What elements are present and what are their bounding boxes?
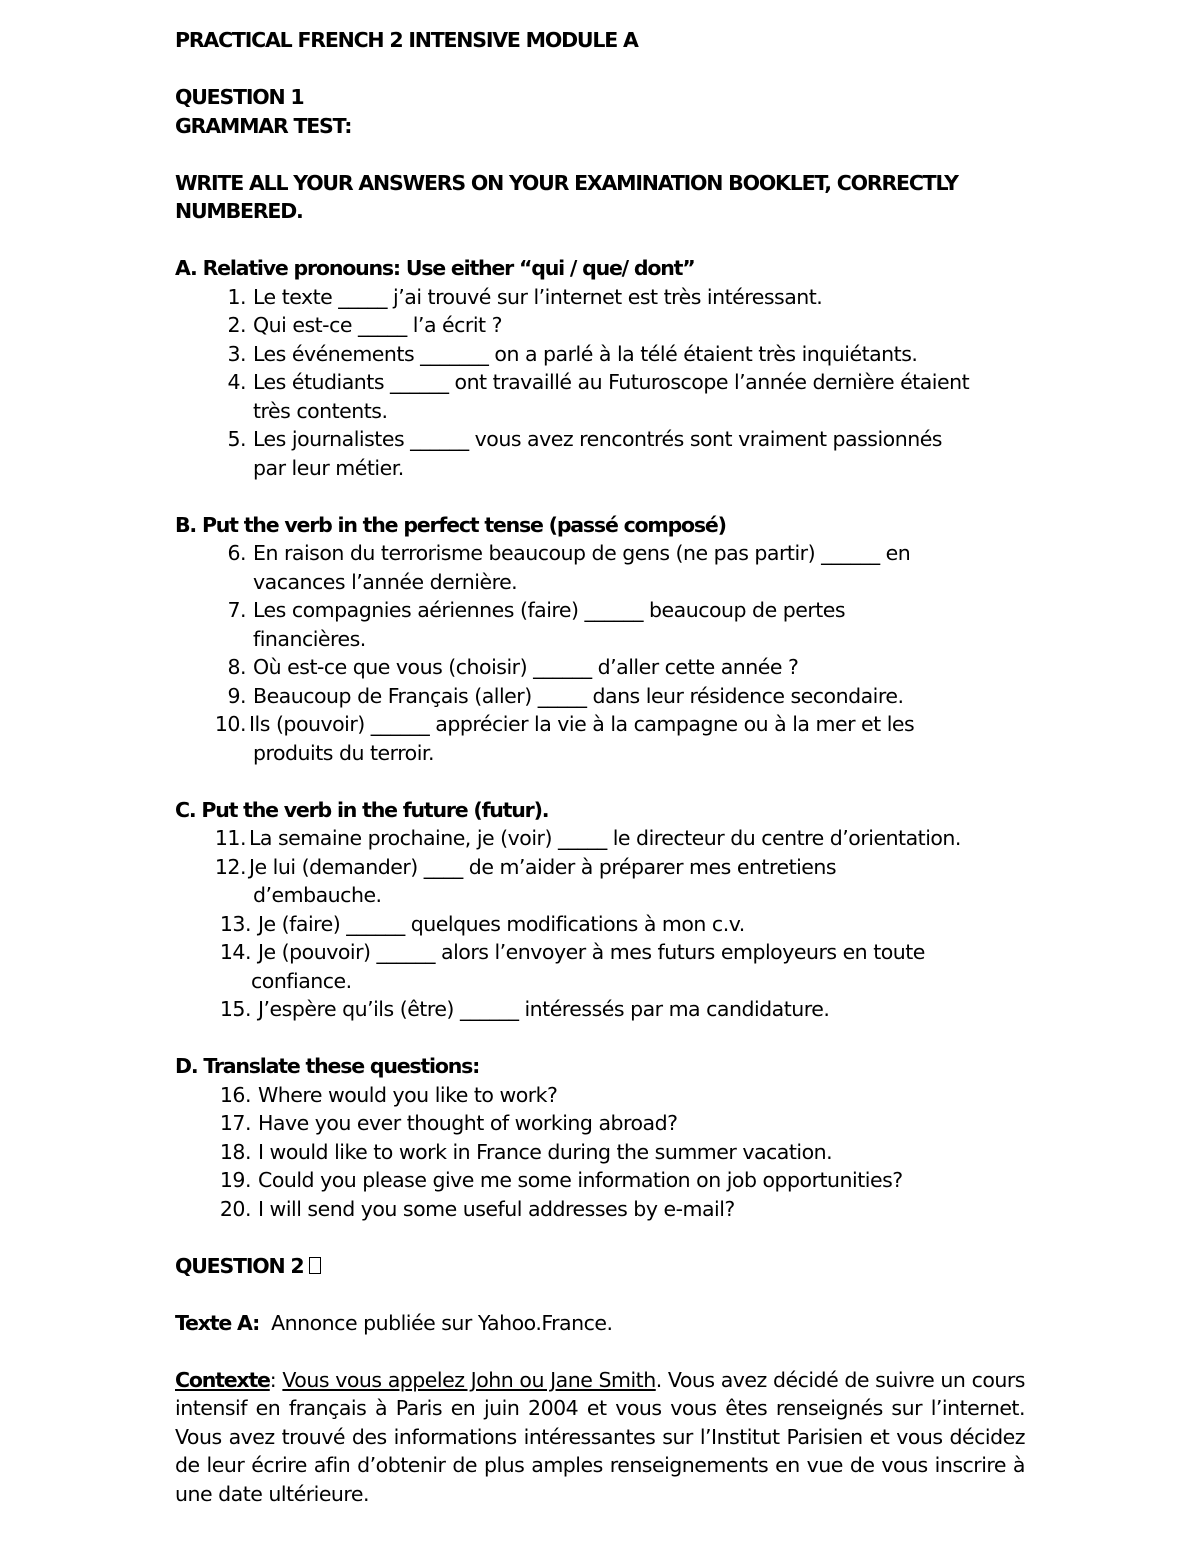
list-item bbox=[175, 824, 1025, 853]
item-line: Les étudiants ______ ont travaillé au Futuroscope l’année dernière étaient bbox=[253, 370, 970, 394]
list-item bbox=[175, 368, 1025, 425]
item-line: Beaucoup de Français (aller) _____ dans leur résidence secondaire. bbox=[253, 683, 904, 708]
item-line: Je lui (demander) ____ de m’aider à préparer mes entretiens bbox=[249, 854, 837, 879]
item-line: Les événements _______ on a parlé à la télé étaient très inquiétants. bbox=[253, 341, 918, 366]
item-line: d’embauche. bbox=[253, 883, 382, 907]
list-item bbox=[175, 539, 1025, 596]
checkbox-glyph-icon bbox=[309, 1257, 321, 1274]
section-a-heading: A. Relative pronouns: Use either “qui / que/ dont” bbox=[175, 256, 695, 280]
item-line: La semaine prochaine, je (voir) _____ le directeur du centre d’orientation. bbox=[249, 826, 961, 850]
item-line: Je (faire) ______ quelques modifications à mon c.v. bbox=[258, 911, 745, 936]
item-number: 2. bbox=[227, 313, 246, 337]
item-text bbox=[246, 311, 1025, 340]
item-text: Where would you like to work? bbox=[258, 1082, 558, 1107]
exam-page bbox=[175, 26, 1025, 1508]
item-line: Les compagnies aériennes (faire) ______ beaucoup de pertes bbox=[253, 598, 846, 622]
item-text bbox=[246, 539, 1025, 596]
list-item bbox=[175, 425, 1025, 482]
item-line: vacances l’année dernière. bbox=[253, 569, 518, 594]
item-text bbox=[246, 368, 1025, 425]
item-number: 19. bbox=[219, 1168, 251, 1192]
item-text bbox=[251, 938, 1025, 995]
item-text bbox=[246, 682, 1025, 711]
instruction-line-1: WRITE ALL YOUR ANSWERS ON YOUR EXAMINATION BOOKLET, CORRECTLY bbox=[175, 170, 958, 195]
item-line: par leur métier. bbox=[253, 455, 404, 480]
section-c-list bbox=[175, 824, 1025, 1024]
item-text bbox=[251, 995, 1025, 1024]
question-2-heading: QUESTION 2 bbox=[175, 1253, 304, 1278]
item-text: Have you ever thought of working abroad? bbox=[258, 1111, 678, 1135]
item-line: Où est-ce que vous (choisir) ______ d’aller cette année ? bbox=[253, 655, 799, 679]
item-text: I will send you some useful addresses by e-mail? bbox=[258, 1196, 735, 1221]
texte-a-value: Annonce publiée sur Yahoo.France. bbox=[271, 1310, 613, 1335]
item-text bbox=[251, 910, 1025, 939]
list-item bbox=[175, 1081, 1025, 1110]
item-text bbox=[246, 596, 1025, 653]
item-number: 8. bbox=[227, 655, 246, 679]
item-number: 16. bbox=[219, 1082, 251, 1107]
item-number: 14. bbox=[219, 940, 251, 964]
list-item bbox=[175, 853, 1025, 910]
list-item bbox=[175, 340, 1025, 369]
list-item bbox=[175, 1166, 1025, 1195]
item-line: En raison du terrorisme beaucoup de gens (ne pas partir) ______ en bbox=[253, 541, 911, 565]
question-1-heading: QUESTION 1 bbox=[175, 85, 304, 109]
item-line: confiance. bbox=[251, 968, 352, 993]
item-number: 7. bbox=[227, 598, 246, 622]
list-item bbox=[175, 910, 1025, 939]
instruction-line-2: NUMBERED. bbox=[175, 199, 303, 223]
list-item bbox=[175, 710, 1025, 767]
item-number: 18. bbox=[219, 1139, 251, 1164]
list-item bbox=[175, 1138, 1025, 1167]
list-item bbox=[175, 1109, 1025, 1138]
item-line: Le texte _____ j’ai trouvé sur l’internet est très intéressant. bbox=[253, 284, 823, 309]
section-a-list bbox=[175, 283, 1025, 483]
item-line: Je (pouvoir) ______ alors l’envoyer à mes futurs employeurs en toute bbox=[258, 940, 925, 964]
item-number: 10. bbox=[214, 712, 246, 736]
item-text: I would like to work in France during the summer vacation. bbox=[258, 1139, 833, 1164]
item-number: 12. bbox=[214, 854, 246, 879]
item-number: 11. bbox=[214, 826, 246, 850]
item-line: Ils (pouvoir) ______ apprécier la vie à la campagne ou à la mer et les bbox=[249, 712, 915, 736]
item-text bbox=[246, 340, 1025, 369]
contexte-paragraph bbox=[175, 1366, 1025, 1509]
item-number: 5. bbox=[227, 427, 246, 451]
contexte-body: . Vous avez décidé de suivre un cours intensif en français à Paris en juin 2004 et vous vous êtes renseignés sur l’internet. Vous avez trouvé des informations intéressantes sur l’Institut Parisien et vous décidez de leur écrire afin d’obtenir de plus amples renseignements en vue de vous inscrire à une date ultérieure. bbox=[175, 1367, 1025, 1506]
section-b-heading: B. Put the verb in the perfect tense (passé composé) bbox=[175, 512, 726, 537]
item-line: Les journalistes ______ vous avez rencontrés sont vraiment passionnés bbox=[253, 427, 942, 451]
list-item bbox=[175, 1195, 1025, 1224]
question-2-line bbox=[175, 1252, 1025, 1281]
section-d-heading: D. Translate these questions: bbox=[175, 1054, 480, 1078]
item-text bbox=[246, 653, 1025, 682]
item-line: produits du terroir. bbox=[253, 740, 434, 765]
item-number: 6. bbox=[227, 541, 246, 565]
contexte-label: Contexte bbox=[175, 1367, 270, 1392]
item-line: Qui est-ce _____ l’a écrit ? bbox=[253, 313, 502, 337]
section-d-list bbox=[175, 1081, 1025, 1224]
texte-a-label: Texte A: bbox=[175, 1310, 260, 1335]
list-item bbox=[175, 596, 1025, 653]
item-number: 20. bbox=[219, 1196, 251, 1221]
list-item bbox=[175, 283, 1025, 312]
item-number: 15. bbox=[219, 997, 251, 1021]
section-b-list bbox=[175, 539, 1025, 767]
item-text bbox=[246, 824, 1025, 853]
contexte-colon: : bbox=[269, 1367, 277, 1392]
list-item bbox=[175, 995, 1025, 1024]
item-text bbox=[246, 710, 1025, 767]
item-text bbox=[246, 283, 1025, 312]
list-item bbox=[175, 682, 1025, 711]
item-text bbox=[246, 853, 1025, 910]
item-number: 13. bbox=[219, 911, 251, 936]
texte-a-line bbox=[175, 1309, 1025, 1338]
contexte-name: Vous vous appelez John ou Jane Smith bbox=[282, 1367, 656, 1392]
item-line: J’espère qu’ils (être) ______ intéressés par ma candidature. bbox=[258, 997, 830, 1021]
item-text: Could you please give me some information on job opportunities? bbox=[258, 1168, 903, 1192]
item-number: 9. bbox=[227, 683, 246, 708]
item-number: 4. bbox=[227, 370, 246, 394]
item-line: financières. bbox=[253, 626, 366, 651]
list-item bbox=[175, 311, 1025, 340]
grammar-test-heading: GRAMMAR TEST: bbox=[175, 113, 352, 138]
section-c-heading: C. Put the verb in the future (futur). bbox=[175, 797, 549, 822]
item-number: 3. bbox=[227, 341, 246, 366]
list-item bbox=[175, 938, 1025, 995]
item-line: très contents. bbox=[253, 398, 388, 423]
item-number: 1. bbox=[227, 284, 246, 309]
item-text bbox=[246, 425, 1025, 482]
exam-title: PRACTICAL FRENCH 2 INTENSIVE MODULE A bbox=[175, 28, 638, 52]
list-item bbox=[175, 653, 1025, 682]
item-number: 17. bbox=[219, 1111, 251, 1135]
